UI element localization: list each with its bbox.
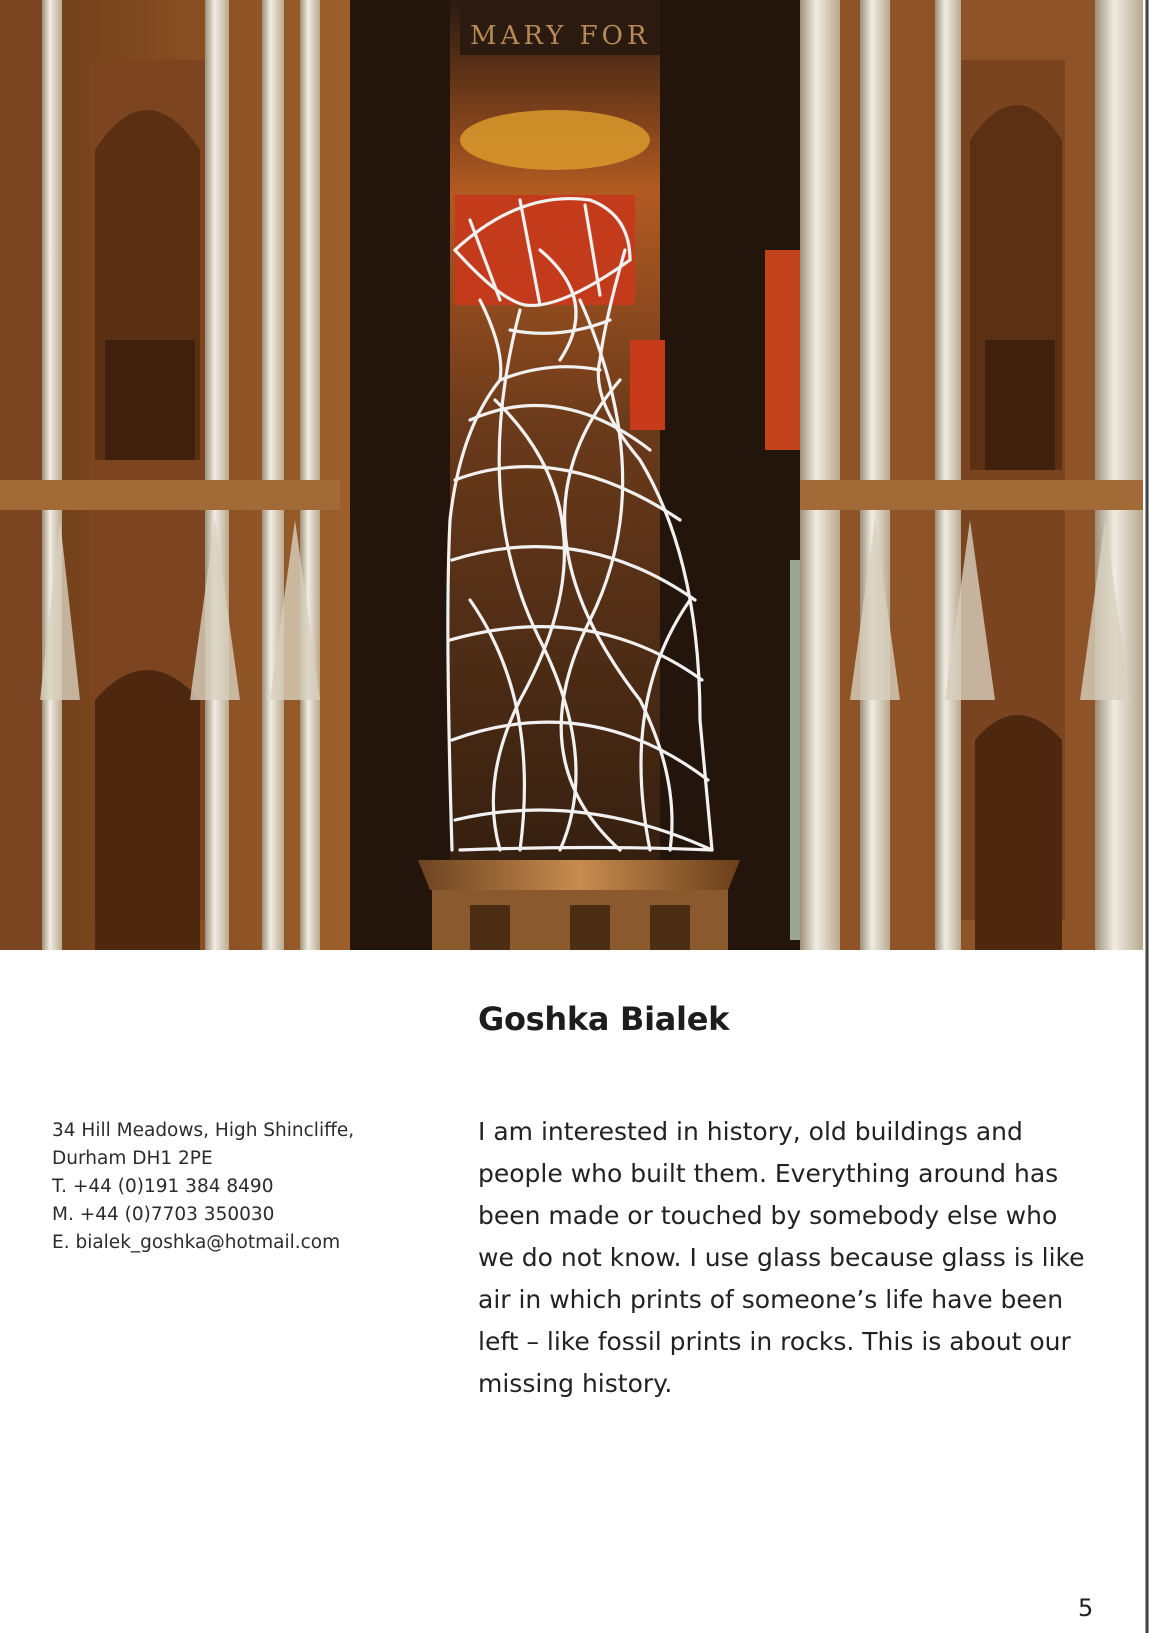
- telephone: T. +44 (0)191 384 8490: [52, 1176, 274, 1197]
- inscription-text: MARY FOR: [470, 21, 651, 51]
- address-line: Durham DH1 2PE: [52, 1148, 213, 1169]
- mobile: M. +44 (0)7703 350030: [52, 1204, 275, 1225]
- statement-line: missing history.: [478, 1369, 673, 1398]
- artist-statement: [478, 1111, 1118, 1405]
- address-line: 34 Hill Meadows, High Shincliffe,: [52, 1120, 355, 1141]
- email: E. bialek_goshka@hotmail.com: [52, 1232, 341, 1253]
- statement-line: people who built them. Everything around has: [478, 1159, 1059, 1188]
- page-edge-line: [1145, 0, 1149, 1633]
- statement-line: air in which prints of someone’s life have been: [478, 1285, 1064, 1314]
- statement-line: left – like fossil prints in rocks. This is about our: [478, 1327, 1071, 1356]
- statement-line: been made or touched by somebody else who: [478, 1201, 1058, 1230]
- contact-details: [52, 1117, 432, 1257]
- statement-line: we do not know. I use glass because glass is like: [478, 1243, 1085, 1272]
- page-number: 5: [1078, 1594, 1094, 1622]
- artist-name: Goshka Bialek: [478, 1000, 730, 1038]
- statement-line: I am interested in history, old buildings and: [478, 1117, 1023, 1146]
